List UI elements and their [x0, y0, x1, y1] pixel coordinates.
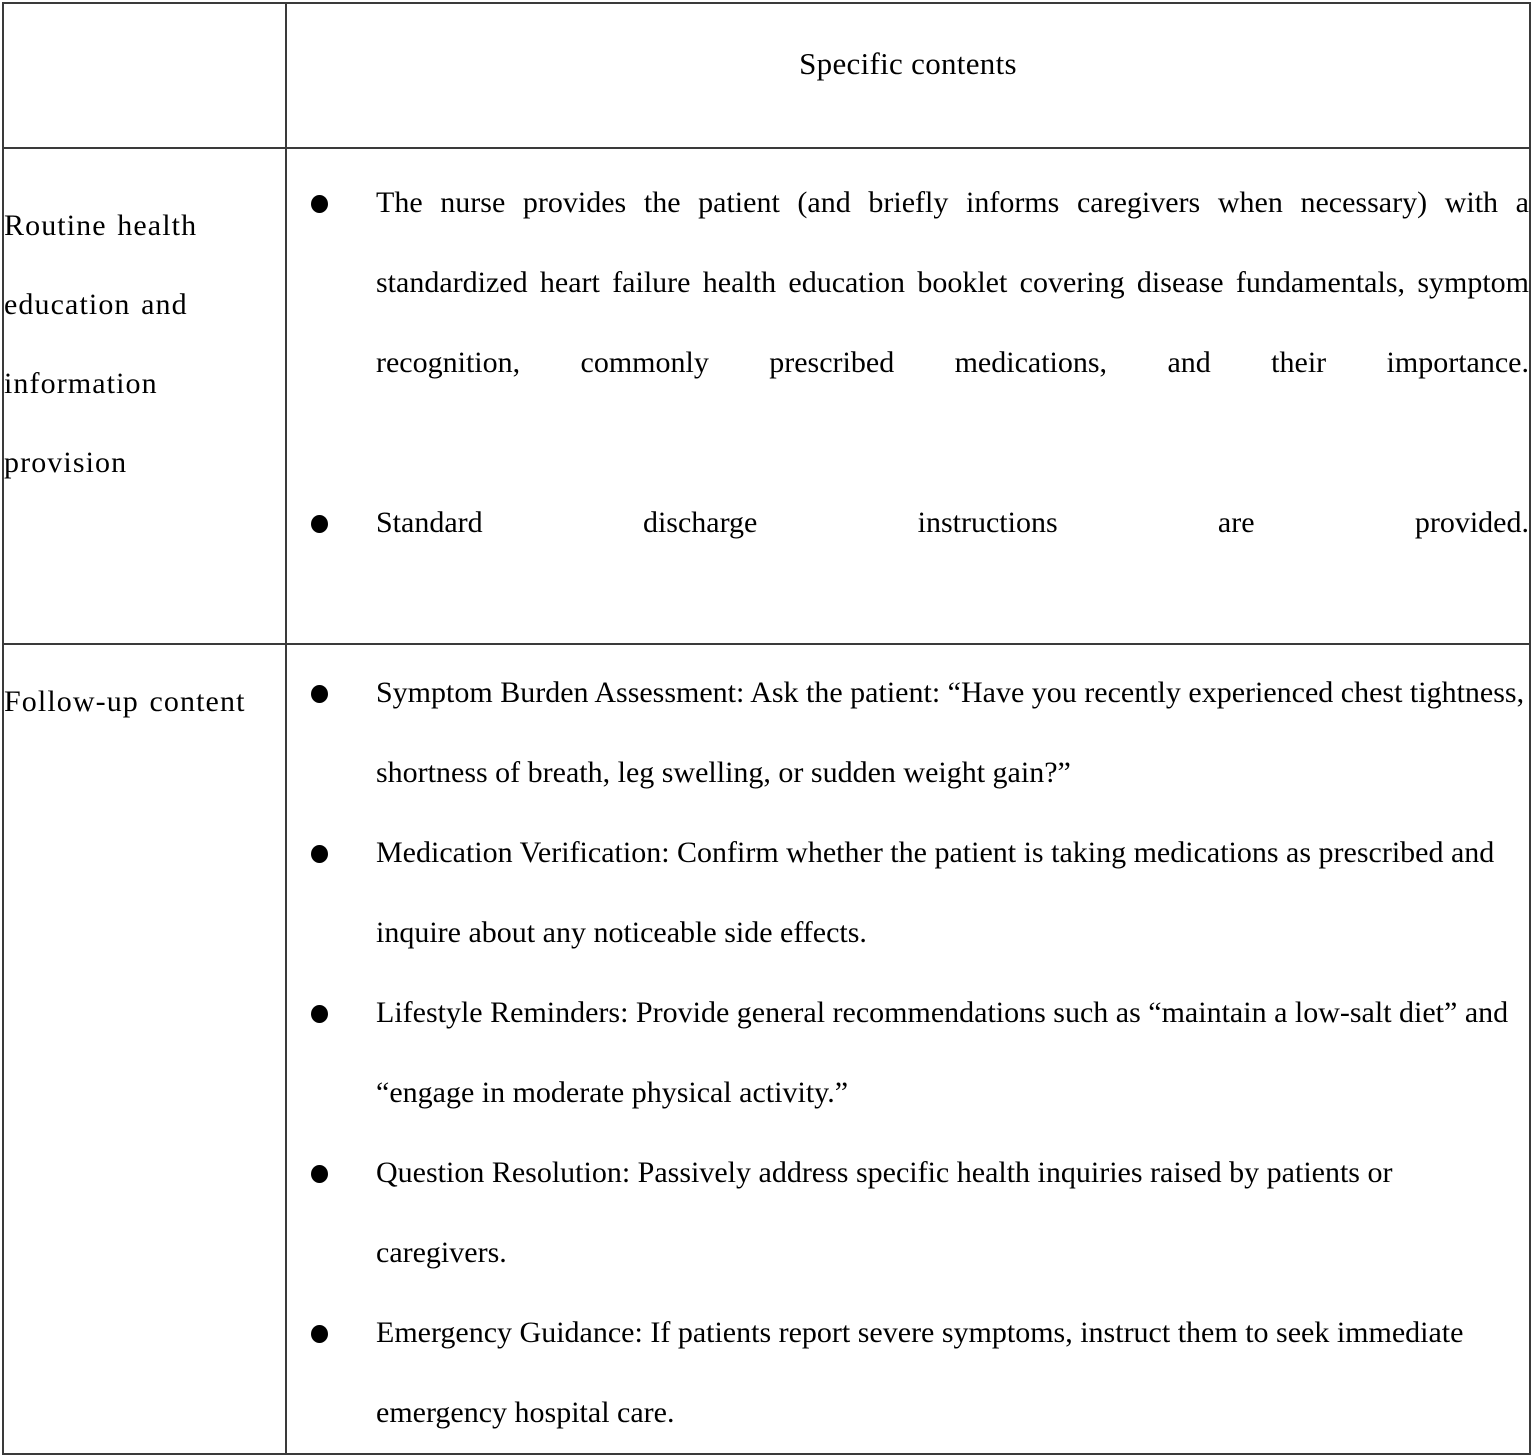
row-label-text: Routine health education and information provision: [4, 209, 198, 479]
row-content-cell-follow-up-content: [286, 644, 1530, 1454]
header-label-cell: [3, 3, 286, 148]
list-item-text: Symptom Burden Assessment: Ask the patient: “Have you recently experienced chest tightness, shortness of breath, leg swelling, or sudden weight gain?”: [376, 676, 1525, 789]
list-item: [287, 163, 1529, 483]
table-header-row: [3, 3, 1530, 148]
list-item-text: The nurse provides the patient (and briefly informs caregivers when necessary) with a standardized heart failure health education booklet covering disease fundamentals, symptom recognition, commonly prescribed medications, and their importance.: [376, 186, 1529, 379]
list-item: [287, 1293, 1529, 1453]
list-item-text: Lifestyle Reminders: Provide general recommendations such as “maintain a low-salt diet” and “engage in moderate physical activity.”: [376, 996, 1509, 1109]
table-row: [3, 148, 1530, 644]
list-item-text: Medication Verification: Confirm whether the patient is taking medications as prescribed and inquire about any noticeable side effects.: [376, 836, 1495, 949]
list-item-text: Emergency Guidance: If patients report severe symptoms, instruct them to seek immediate emergency hospital care.: [376, 1316, 1464, 1429]
bullet-disc-icon: [311, 973, 328, 1053]
bullet-list: [287, 645, 1529, 1453]
header-content-cell: [286, 3, 1530, 148]
column-header-specific-contents: Specific contents: [799, 46, 1017, 81]
bullet-disc-icon: [311, 653, 328, 733]
table-container: [2, 2, 1529, 1429]
bullet-disc-icon: [311, 1133, 328, 1213]
list-item-text: Question Resolution: Passively address specific health inquiries raised by patients or caregivers.: [376, 1156, 1393, 1269]
bullet-disc-icon: [311, 483, 328, 563]
table-row: [3, 644, 1530, 1454]
bullet-disc-icon: [311, 813, 328, 893]
list-item: [287, 973, 1529, 1133]
list-item: [287, 813, 1529, 973]
bullet-disc-icon: [311, 163, 328, 243]
row-content-cell-routine-health-education: [286, 148, 1530, 644]
bullet-disc-icon: [311, 1293, 328, 1373]
row-label-text: Follow-up content: [4, 685, 246, 718]
row-label-cell-follow-up-content: [3, 644, 286, 1454]
list-item-text: Standard discharge instructions are provided.: [376, 506, 1529, 539]
list-item: [287, 483, 1529, 643]
bullet-list: [287, 149, 1529, 643]
specific-contents-table: [2, 2, 1531, 1455]
row-label-cell-routine-health-education: [3, 148, 286, 644]
list-item: [287, 653, 1529, 813]
list-item: [287, 1133, 1529, 1293]
